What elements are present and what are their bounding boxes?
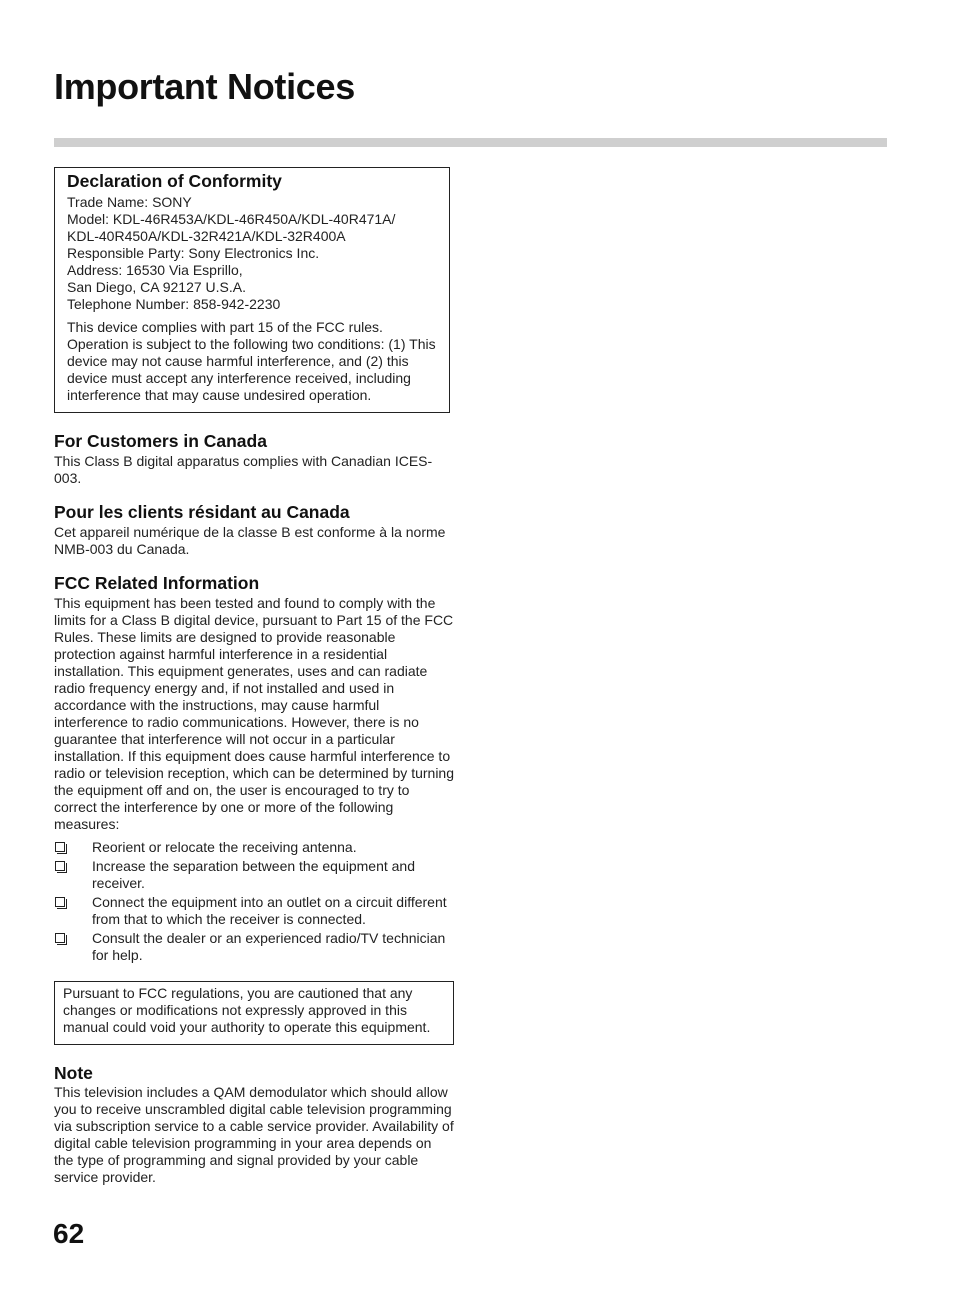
city-line: San Diego, CA 92127 U.S.A. bbox=[67, 279, 246, 295]
fcc-caution-box bbox=[54, 981, 454, 1045]
list-item bbox=[54, 894, 454, 928]
model-line: Model: KDL-46R453A/KDL-46R450A/KDL-40R471A/ bbox=[67, 211, 396, 227]
content-column bbox=[54, 167, 454, 1186]
canada-heading: For Customers in Canada bbox=[54, 431, 267, 451]
checkbox-bullet-icon bbox=[55, 933, 65, 943]
canada-fr-text: Cet appareil numérique de la classe B est conforme à la norme NMB-003 du Canada. bbox=[54, 524, 446, 557]
checkbox-bullet-icon bbox=[55, 842, 65, 852]
measure-text: Reorient or relocate the receiving antenna. bbox=[92, 839, 357, 855]
fcc-section bbox=[54, 572, 454, 964]
responsible-party-line: Responsible Party: Sony Electronics Inc. bbox=[67, 245, 320, 261]
canada-fr-section bbox=[54, 501, 454, 558]
measures-list bbox=[54, 839, 454, 964]
title-divider bbox=[54, 138, 887, 147]
declaration-heading: Declaration of Conformity bbox=[67, 171, 282, 191]
fcc-text: This equipment has been tested and found to comply with the limits for a Class B digital device, pursuant to Part 15 of the FCC Rules. These limits are designed to provide reasonable protection against harmful interference in a residential installation. This equipment generates, uses and can radiate radio frequency energy and, if not installed and used in accordance with the instructions, may cause harmful interference to radio communications. However, there is no guarantee that interference will not occur in a particular installation. If this equipment does cause harmful interference to radio or television reception, which can be determined by turning the equipment off and on, the user is encouraged to try to correct the interference by one or more of the following measures: bbox=[54, 595, 455, 832]
note-heading: Note bbox=[54, 1063, 93, 1083]
page-title: Important Notices bbox=[54, 66, 355, 107]
declaration-box bbox=[54, 167, 450, 413]
compliance-text: This device complies with part 15 of the FCC rules. Operation is subject to the following two conditions: (1) This device may not cause harmful interference, and (2) this device must accept any interference received, including interference that may cause undesired operation. bbox=[67, 319, 436, 403]
note-section bbox=[54, 1062, 454, 1186]
fcc-caution-text: Pursuant to FCC regulations, you are cautioned that any changes or modifications not expressly approved in this manual could void your authority to operate this equipment. bbox=[63, 985, 431, 1035]
list-item bbox=[54, 930, 454, 964]
canada-fr-heading: Pour les clients résidant au Canada bbox=[54, 502, 350, 522]
note-text: This television includes a QAM demodulator which should allow you to receive unscrambled digital cable television programming via subscription service to a cable service provider. Availability of digital cable television programming in your area depends on the type of programming and signal provided by your cable service provider. bbox=[54, 1084, 454, 1185]
model-line-cont: KDL-40R450A/KDL-32R421A/KDL-32R400A bbox=[67, 228, 346, 244]
address-line: Address: 16530 Via Esprillo, bbox=[67, 262, 243, 278]
measure-text: Increase the separation between the equipment and receiver. bbox=[92, 858, 416, 891]
telephone-line: Telephone Number: 858-942-2230 bbox=[67, 296, 281, 312]
measure-text: Consult the dealer or an experienced radio/TV technician for help. bbox=[92, 930, 446, 963]
declaration-details bbox=[67, 194, 437, 313]
fcc-heading: FCC Related Information bbox=[54, 573, 260, 593]
canada-section bbox=[54, 430, 454, 487]
measure-text: Connect the equipment into an outlet on a circuit different from that to which the receiver is connected. bbox=[92, 894, 447, 927]
checkbox-bullet-icon bbox=[55, 897, 65, 907]
page-number: 62 bbox=[53, 1218, 85, 1249]
canada-text: This Class B digital apparatus complies with Canadian ICES-003. bbox=[54, 453, 433, 486]
list-item bbox=[54, 839, 454, 856]
list-item bbox=[54, 858, 454, 892]
trade-name-line: Trade Name: SONY bbox=[67, 194, 192, 210]
checkbox-bullet-icon bbox=[55, 861, 65, 871]
